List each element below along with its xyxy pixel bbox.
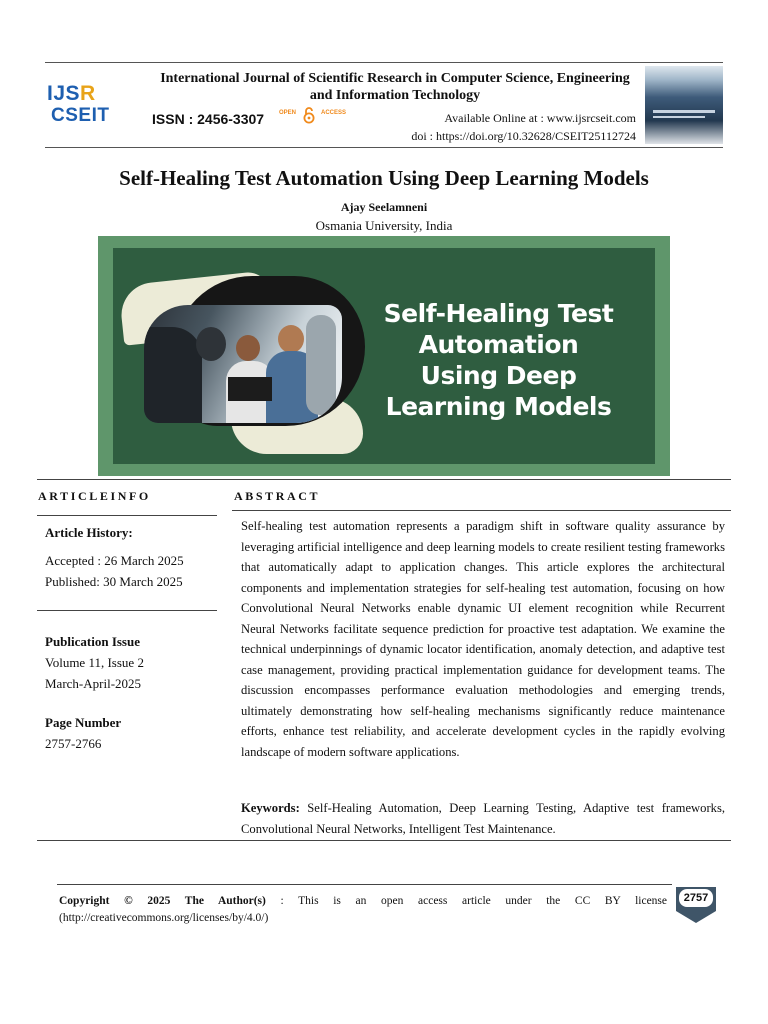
keywords [241, 798, 725, 839]
cover-title-bar [653, 110, 715, 113]
banner-line-4: Learning Models [385, 392, 612, 421]
oa-access-label: ACCESS [321, 110, 347, 116]
photo-person-3 [278, 325, 304, 353]
issue-period: March-April-2025 [45, 676, 142, 691]
abstract-rule [232, 510, 731, 511]
page-number-block [45, 712, 215, 754]
page-number-label: Page Number [45, 715, 122, 730]
publication-issue-label: Publication Issue [45, 634, 140, 649]
keywords-label: Keywords: [241, 801, 300, 815]
banner-title [361, 298, 636, 422]
article-info-rule-2 [37, 610, 217, 611]
volume-issue: Volume 11, Issue 2 [45, 655, 144, 670]
article-info-heading: ARTICLEINFO [38, 489, 151, 503]
team-photo [144, 305, 342, 423]
keywords-list: Self-Healing Automation, Deep Learning Testing, Adaptive test frameworks, Convolutional Neural Networks, Intelligent Test Maintenance. [241, 801, 725, 836]
photo-robot-arm [306, 315, 336, 415]
logo-text-cseit: CSEIT [51, 105, 110, 126]
publication-issue [45, 631, 215, 694]
page-range: 2757-2766 [45, 736, 102, 751]
article-history [45, 522, 215, 592]
logo-text-r: R [80, 82, 96, 105]
photo-person-1 [196, 327, 226, 361]
title-banner [98, 236, 670, 476]
published-date: Published: 30 March 2025 [45, 574, 183, 589]
abstract-heading: ABSTRACT [234, 489, 321, 503]
article-info-rule-1 [37, 515, 217, 516]
footer-rule [57, 884, 672, 885]
oa-open-label: OPEN [279, 110, 297, 116]
page-number: 2757 [683, 892, 709, 904]
section-top-rule [37, 479, 731, 480]
photo-machine-left [144, 327, 202, 423]
page-badge-shape [673, 885, 719, 925]
article-history-label: Article History: [45, 525, 133, 540]
author-affiliation: Osmania University, India [315, 218, 453, 233]
header-top-rule [45, 62, 723, 63]
banner-line-1: Self-Healing Test [383, 299, 614, 328]
photo-person-2 [236, 335, 260, 361]
abstract-text: Self-healing test automation represents a paradigm shift in software quality assurance by leveraging artificial intelligence and deep learning models to create resilient testing frameworks that automatically adapt to application changes. This article explores the architectural components and implementation strategies for self-healing test automation, focusing on how Convolutional Neural Networks enable dynamic UI element recognition while Recurrent Neural Networks facilitate sequence prediction for proactive test adaptation. We examine the technical underpinnings of dynamic locator identification, anomaly detection, and adaptive test case management, providing practical implementation guidance for development teams. The discussion encompasses performance evaluation methodologies and emerging trends, ultimately demonstrating how self-healing mechanisms significantly reduce maintenance efforts, enhance test reliability, and accelerate development cycles in the rapidly evolving landscape of modern software applications. [241, 519, 725, 759]
section-bottom-rule [37, 840, 731, 841]
open-access-badge [277, 104, 353, 130]
doi-link[interactable]: doi : https://doi.org/10.32628/CSEIT25112724 [411, 129, 636, 143]
logo-text-ijs: IJS [47, 82, 81, 105]
cover-subtitle-bar [653, 116, 705, 118]
journal-logo [47, 83, 129, 131]
banner-panel [113, 248, 655, 464]
accepted-date: Accepted : 26 March 2025 [45, 553, 184, 568]
journal-title: International Journal of Scientific Research in Computer Science, Engineering and Information Technology [160, 71, 630, 103]
paper-title: Self-Healing Test Automation Using Deep Learning Models [119, 166, 649, 190]
author-name: Ajay Seelamneni [340, 200, 428, 214]
available-online[interactable]: Available Online at : www.ijsrcseit.com [444, 111, 636, 125]
header-bottom-rule [45, 147, 723, 148]
copyright-notice [59, 893, 667, 927]
banner-line-2: Automation [418, 330, 579, 359]
page-number-badge [673, 885, 719, 925]
copyright-text: : This is an open access article under the CC BY license (http://creativecommons.org/licenses/by/4.0/) [59, 895, 667, 924]
journal-cover-thumbnail [645, 66, 723, 144]
open-lock-icon [303, 106, 315, 124]
issn: ISSN : 2456-3307 [152, 111, 265, 127]
banner-line-3: Using Deep [420, 361, 577, 390]
copyright-label: Copyright © 2025 The Author(s) [59, 895, 266, 907]
photo-laptop [228, 377, 272, 401]
